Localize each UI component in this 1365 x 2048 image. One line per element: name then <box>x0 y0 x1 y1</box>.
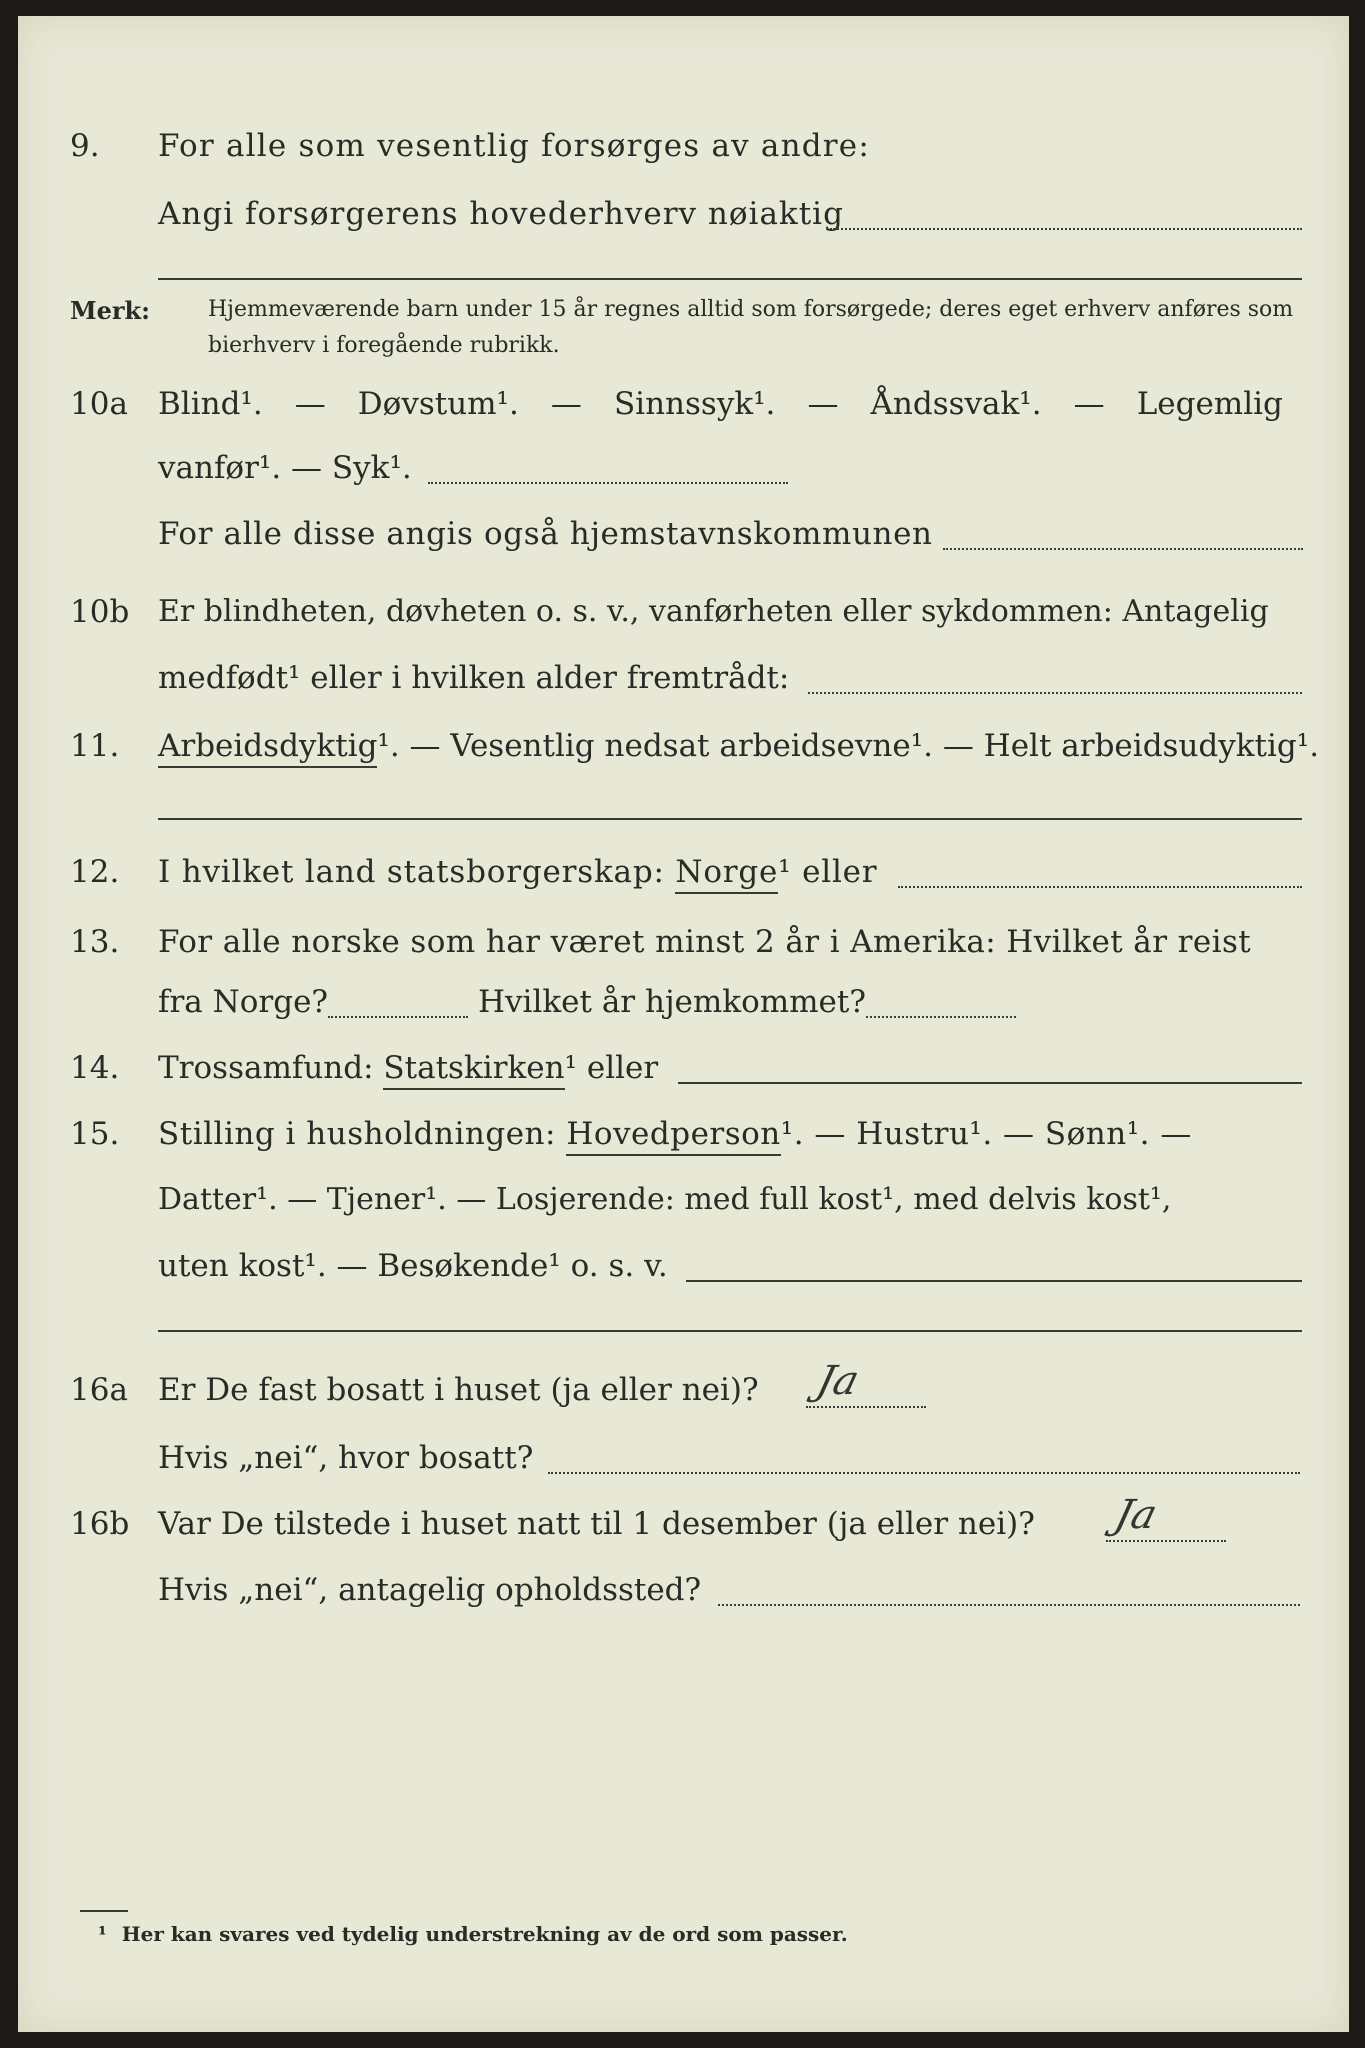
q13-line2b: Hvilket år hjemkommet? <box>478 984 866 1020</box>
q10a-word-andssvak: Åndssvak¹. <box>870 386 1042 422</box>
q13-number: 13. <box>70 924 120 960</box>
q16a-bosatt-answer-line[interactable] <box>548 1472 1300 1474</box>
q14-line <box>158 1050 658 1086</box>
q13-line1: For alle norske som har været minst 2 år i Amerika: Hvilket år reist <box>158 924 1252 960</box>
q11-number: 11. <box>70 728 120 764</box>
q14-number: 14. <box>70 1050 120 1086</box>
q11-answer-line[interactable] <box>158 818 1302 820</box>
q15-line3: uten kost¹. — Besøkende¹ o. s. v. <box>158 1248 668 1284</box>
q13-line2a: fra Norge? <box>158 984 329 1020</box>
q10a-dash: — <box>807 386 839 422</box>
merk-text: Hjemmeværende barn under 15 år regnes alltid som forsørgede; deres eget erhverv anføres som bierhverv i foregående rubrikk. <box>208 297 1294 358</box>
q10a-dash: — <box>1073 386 1105 422</box>
q10a-syk-answer-line[interactable] <box>428 482 788 484</box>
q9-second-line[interactable] <box>158 278 1302 280</box>
q15-post: ¹. — Hustru¹. — Sønn¹. — <box>780 1116 1192 1152</box>
q13-hjemkommet-answer-line[interactable] <box>866 1016 1016 1018</box>
q16a-line1: Er De fast bosatt i huset (ja eller nei)? <box>158 1372 759 1408</box>
q10a-word-legemlig: Legemlig <box>1136 386 1283 422</box>
merk-label: Merk: <box>70 296 150 325</box>
q9-number: 9. <box>70 128 100 164</box>
q9-line2: Angi forsørgerens hovederhverv nøiaktig <box>158 196 844 232</box>
q9-answer-line[interactable] <box>830 228 1302 230</box>
q10a-word-blind: Blind¹. <box>158 386 263 422</box>
q10a-word-sinnssyk: Sinnssyk¹. <box>613 386 776 422</box>
q10a-line2: vanfør¹. — Syk¹. <box>158 450 412 486</box>
q13-reist-answer-line[interactable] <box>328 1016 468 1018</box>
footnote-rule <box>80 1910 128 1912</box>
q12-number: 12. <box>70 854 120 890</box>
q10a-line3: For alle disse angis også hjemstavnskommunen <box>158 516 933 552</box>
q16b-number: 16b <box>70 1506 130 1542</box>
census-form-page <box>18 16 1349 2032</box>
q15-number: 15. <box>70 1116 120 1152</box>
q15-line2: Datter¹. — Tjener¹. — Losjerende: med full kost¹, med delvis kost¹, <box>158 1182 1172 1217</box>
q12-pre: I hvilket land statsborgerskap: <box>158 854 665 890</box>
q10b-line2: medfødt¹ eller i hvilken alder fremtrådt: <box>158 660 790 696</box>
q11-line <box>158 728 1319 764</box>
q15-second-line[interactable] <box>158 1330 1302 1332</box>
q12-post: ¹ eller <box>778 854 878 890</box>
q10a-word-dovstum: Døvstum¹. <box>357 386 519 422</box>
q10a-dash: — <box>294 386 326 422</box>
q11-rest: ¹. — Vesentlig nedsat arbeidsevne¹. — Helt arbeidsudyktig¹. <box>377 728 1320 764</box>
q14-statskirken-underlined[interactable]: Statskirken <box>383 1050 564 1090</box>
q14-answer-line[interactable] <box>678 1082 1302 1084</box>
q16a-answer-line[interactable] <box>806 1406 926 1408</box>
q10b-answer-line[interactable] <box>808 692 1302 694</box>
q14-pre: Trossamfund: <box>158 1050 374 1086</box>
q10a-number: 10a <box>70 386 128 422</box>
q10a-line1 <box>158 386 1283 422</box>
q15-answer-line[interactable] <box>686 1280 1302 1282</box>
q16a-line2: Hvis „nei“, hvor bosatt? <box>158 1440 534 1476</box>
q10b-line1: Er blindheten, døvheten o. s. v., vanførheten eller sykdommen: Antagelig <box>158 594 1269 629</box>
footnote <box>98 1922 848 1946</box>
q16b-line1: Var De tilstede i huset natt til 1 desember (ja eller nei)? <box>158 1506 1035 1542</box>
q16b-handwritten-answer[interactable]: Ja <box>1110 1492 1162 1538</box>
q10a-dash: — <box>550 386 582 422</box>
q12-norge-underlined[interactable]: Norge <box>675 854 778 894</box>
q15-pre: Stilling i husholdningen: <box>158 1116 556 1152</box>
q9-line1: For alle som vesentlig forsørges av andre: <box>158 128 870 164</box>
q16b-answer-line[interactable] <box>1106 1540 1226 1542</box>
q15-hovedperson-underlined[interactable]: Hovedperson <box>566 1116 780 1156</box>
q10b-number: 10b <box>70 594 130 630</box>
q11-arbeidsdyktig-underlined[interactable]: Arbeidsdyktig <box>158 728 377 768</box>
q14-post: ¹ eller <box>564 1050 659 1086</box>
q16b-opholdssted-answer-line[interactable] <box>718 1604 1300 1606</box>
q12-line <box>158 854 877 890</box>
footnote-text: Her kan svares ved tydelig understrekning av de ord som passer. <box>121 1922 848 1946</box>
q12-answer-line[interactable] <box>898 886 1302 888</box>
q16a-number: 16a <box>70 1372 128 1408</box>
q16b-line2: Hvis „nei“, antagelig opholdssted? <box>158 1572 702 1608</box>
footnote-mark: ¹ <box>98 1922 107 1946</box>
q10a-hjemstavn-answer-line[interactable] <box>943 548 1303 550</box>
q15-line1 <box>158 1116 1192 1152</box>
q16a-handwritten-answer[interactable]: Ja <box>812 1358 864 1404</box>
